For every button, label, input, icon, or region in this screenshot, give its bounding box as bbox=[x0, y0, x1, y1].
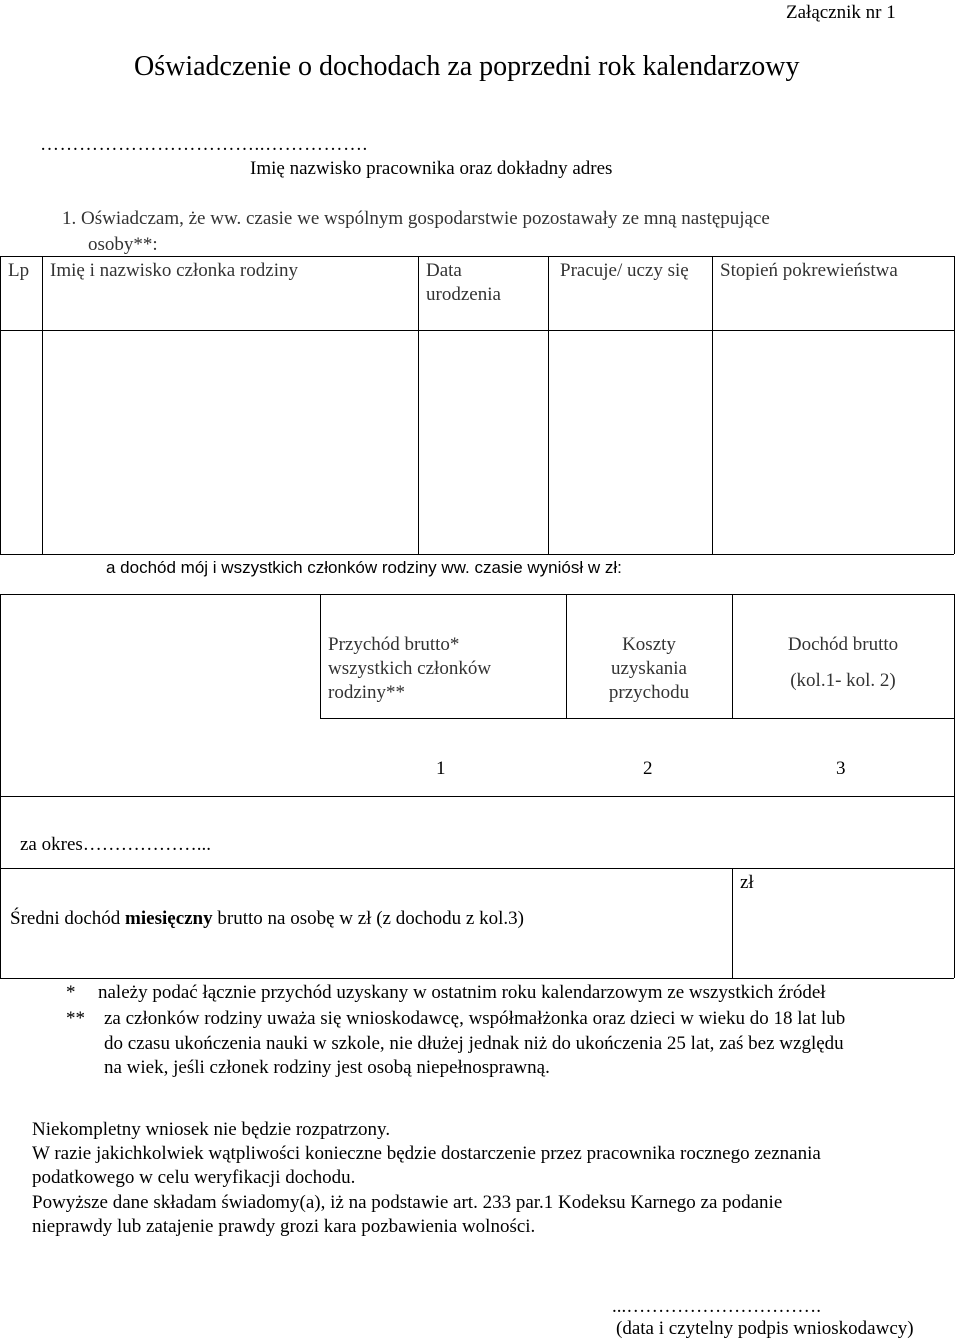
note-line-4: Powyższe dane składam świadomy(a), iż na podstawie art. 233 par.1 Kodeksu Karnego za podanie bbox=[32, 1192, 783, 1213]
income-col3-line2: (kol.1- kol. 2) bbox=[790, 670, 896, 691]
footnote-2-line-2: do czasu ukończenia nauki w szkole, nie dłużej jednak niż do ukończenia 25 lat, zaś bez względu bbox=[104, 1033, 844, 1054]
declaration-line-2: osoby**: bbox=[88, 234, 158, 255]
employee-caption: Imię nazwisko pracownika oraz dokładny adres bbox=[250, 158, 613, 179]
note-line-1: Niekompletny wniosek nie będzie rozpatrzony. bbox=[32, 1119, 391, 1140]
note-line-5: nieprawdy lub zatajenie prawdy grozi kara pozbawienia wolności. bbox=[32, 1216, 536, 1237]
income-col2-line3: przychodu bbox=[608, 682, 690, 703]
col-header-birth-1: Data bbox=[426, 260, 462, 281]
employee-dots: ……………………………..……………. bbox=[40, 134, 368, 155]
col-header-works: Pracuje/ uczy się bbox=[560, 260, 689, 281]
average-income-label: Średni dochód miesięczny brutto na osobę w zł (z dochodu z kol.3) bbox=[10, 908, 524, 929]
col-header-lp: Lp bbox=[8, 260, 30, 281]
income-col3-line1: Dochód brutto bbox=[787, 634, 899, 655]
income-col-number-3: 3 bbox=[836, 758, 846, 779]
declaration-line-1: 1. Oświadczam, że ww. czasie we wspólnym gospodarstwie pozostawały ze mną następujące bbox=[62, 208, 770, 229]
footnote-2-mark: ** bbox=[66, 1008, 85, 1029]
note-line-3: podatkowego w celu weryfikacji dochodu. bbox=[32, 1167, 356, 1188]
income-col1-line3: rodziny** bbox=[328, 682, 406, 703]
currency-label: zł bbox=[740, 872, 754, 893]
footnote-2-line-3: na wiek, jeśli członek rodziny jest osobą niepełnosprawną. bbox=[104, 1057, 550, 1078]
signature-dots: ...…………………………. bbox=[612, 1296, 821, 1317]
footnote-1-text: należy podać łącznie przychód uzyskany w ostatnim roku kalendarzowym ze wszystkich źródeł bbox=[98, 982, 826, 1003]
col-header-relation: Stopień pokrewieństwa bbox=[720, 260, 898, 281]
footnote-1-mark: * bbox=[66, 982, 76, 1003]
income-col1-line1: Przychód brutto* bbox=[328, 634, 460, 655]
attachment-label: Załącznik nr 1 bbox=[786, 2, 896, 23]
income-col2-line1: Koszty bbox=[622, 634, 676, 655]
income-intro: a dochód mój i wszystkich członków rodziny ww. czasie wyniósł w zł: bbox=[106, 558, 622, 577]
income-col-number-1: 1 bbox=[436, 758, 446, 779]
col-header-name: Imię i nazwisko członka rodziny bbox=[50, 260, 298, 281]
note-line-2: W razie jakichkolwiek wątpliwości konieczne będzie dostarczenie przez pracownika rocznego zeznania bbox=[32, 1143, 821, 1164]
income-col2-line2: uzyskania bbox=[611, 658, 687, 679]
col-header-birth-2: urodzenia bbox=[426, 284, 501, 305]
income-col-number-2: 2 bbox=[643, 758, 653, 779]
income-col1-line2: wszystkich członków bbox=[328, 658, 492, 679]
footnote-2-line-1: za członków rodziny uważa się wnioskodawcę, współmałżonka oraz dzieci w wieku do 18 lat lub bbox=[104, 1008, 846, 1029]
signature-caption: (data i czytelny podpis wnioskodawcy) bbox=[616, 1318, 914, 1339]
page-title: Oświadczenie o dochodach za poprzedni rok kalendarzowy bbox=[134, 51, 800, 82]
income-period: za okres………………... bbox=[20, 834, 212, 855]
